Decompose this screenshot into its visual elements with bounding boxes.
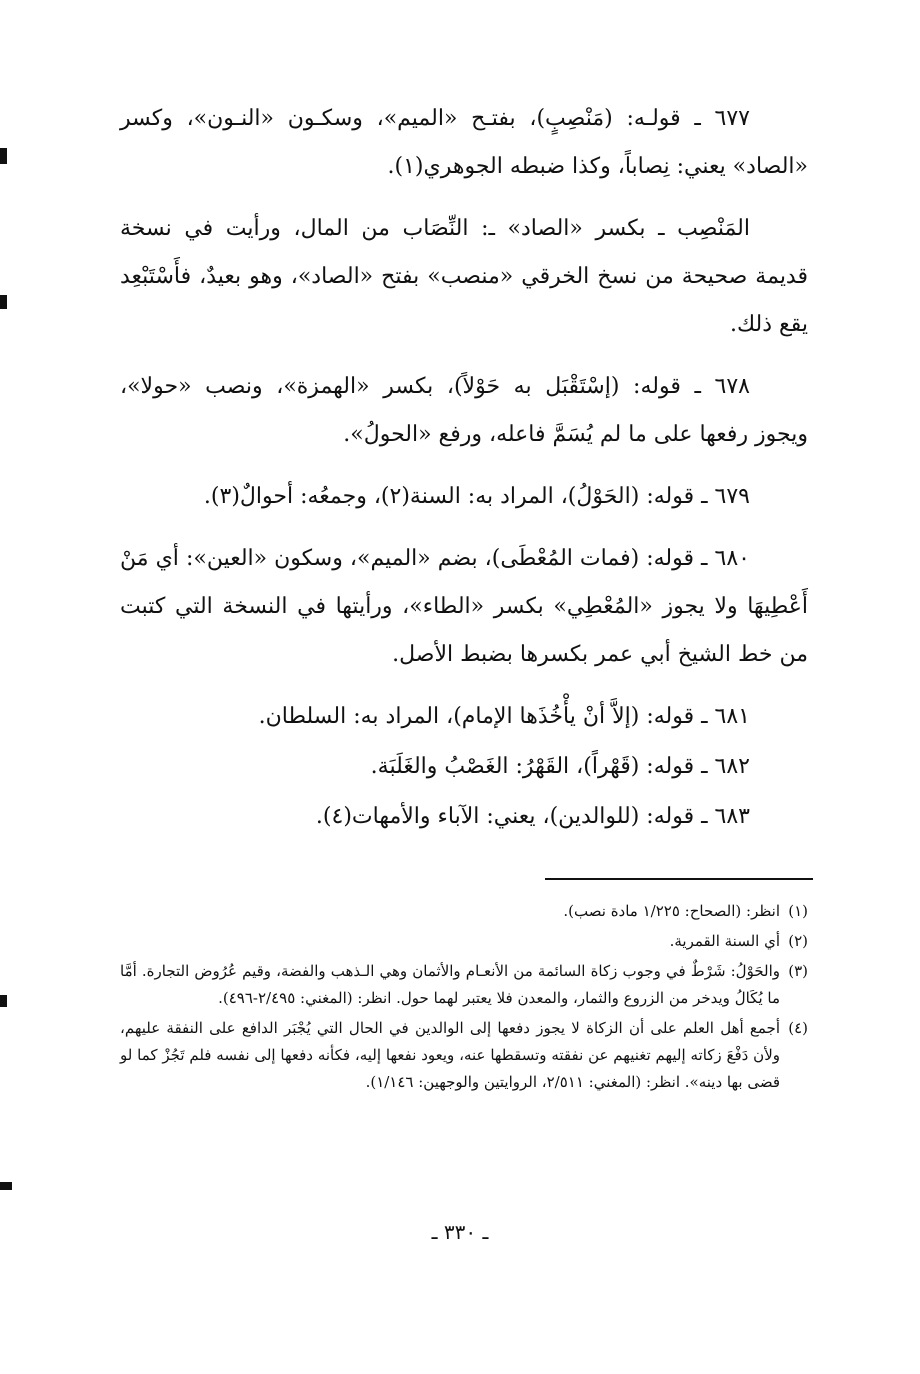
left-edge-mark (0, 995, 7, 1007)
paragraph-680: ٦٨٠ ـ قوله: (فمات المُعْطَى)، بضم «الميم»، وسكون «العين»: أي مَنْ أَعْطِيهَا ولا يجوز «المُعْطِي» بكسر «الطاء»، ورأيتها في النسخة التي كتبت من خط الشيخ أبي عمر بكسرها بضبط الأصل. (120, 546, 808, 667)
left-edge-mark (0, 295, 7, 309)
paragraph-678: ٦٧٨ ـ قوله: (إسْتَقْبَل به حَوْلاً)، بكسر «الهمزة»، ونصب «حولا»، ويجوز رفعها على ما لم يُسَمَّ فاعله، ورفع «الحولُ». (120, 374, 808, 447)
footnote-text: انظر: (الصحاح: ١/٢٢٥ مادة نصب). (563, 902, 780, 920)
paragraph-677: ٦٧٧ ـ قولـه: (مَنْصِبٍ)، بفتـح «الميم»، وسكـون «النـون»، وكسر «الصاد» يعني: نِصاباً، وكذا ضبطه الجوهري(١). (120, 106, 808, 179)
footnote-separator (545, 878, 813, 880)
paragraph-679: ٦٧٩ ـ قوله: (الحَوْلُ)، المراد به: السنة(٢)، وجمعُه: أحوالٌ(٣). (203, 484, 750, 509)
footnote-text: أي السنة القمرية. (669, 932, 780, 950)
footnote (120, 928, 808, 955)
paragraph-682: ٦٨٢ ـ قوله: (قَهْراً)، القَهْرُ: الغَصْبُ والغَلَبَة. (370, 754, 750, 779)
paragraph-mansib: المَنْصِب ـ بكسر «الصاد» ـ: النِّصَاب من المال، ورأيت في نسخة قديمة صحيحة من نسخ الخرقي «منصب» بفتح «الصاد»، وهو بعيدٌ، فأَسْتَبْعِد يقع ذلك. (120, 216, 809, 337)
page-number: ـ ٣٣٠ ـ (431, 1220, 489, 1244)
footnote-number: (٣) (788, 962, 808, 980)
footnote-text: أجمع أهل العلم على أن الزكاة لا يجوز دفعها إلى الوالدين في الحال التي يُجْبَر الدافع على النفقة عليهم، ولأن دَفْعَ زكاته إليهم تغنيهم عن نفقته وتسقطها عنه، ويعود نفعها إليه، فكأنه دفعها إلى نفسه فلم تَجُزْ كما لو قضى بها دينه». انظر: (المغني: ٢/٥١١، الروايتين والوجهين: ١/١٤٦). (120, 1019, 780, 1091)
footnote-number: (١) (788, 902, 808, 920)
footnote (120, 898, 808, 925)
footnote-text: والحَوْلُ: شَرْطٌ في وجوب زكاة السائمة من الأنعـام والأثمان وهي الـذهب والفضة، وقيم عُرُوض التجارة. أمَّا ما يُكَالُ ويدخر من الزروع والثمار، والمعدن فلا يعتبر لهما حول. انظر: (المغني: ٢/٤٩٥-٤٩٦). (120, 962, 780, 1007)
left-edge-mark (0, 148, 7, 164)
main-text (120, 95, 808, 843)
paragraph-683: ٦٨٣ ـ قوله: (للوالدين)، يعني: الآباء والأمهات(٤). (315, 804, 750, 829)
left-edge-mark (0, 1182, 12, 1190)
footnote-number: (٢) (788, 932, 808, 950)
footnote (120, 1015, 808, 1096)
footnotes (120, 898, 808, 1099)
paragraph-681: ٦٨١ ـ قوله: (إلاَّ أنْ يأْخُذَها الإمام)، المراد به: السلطان. (258, 704, 750, 729)
footnote (120, 958, 808, 1012)
footnote-number: (٤) (788, 1019, 808, 1037)
